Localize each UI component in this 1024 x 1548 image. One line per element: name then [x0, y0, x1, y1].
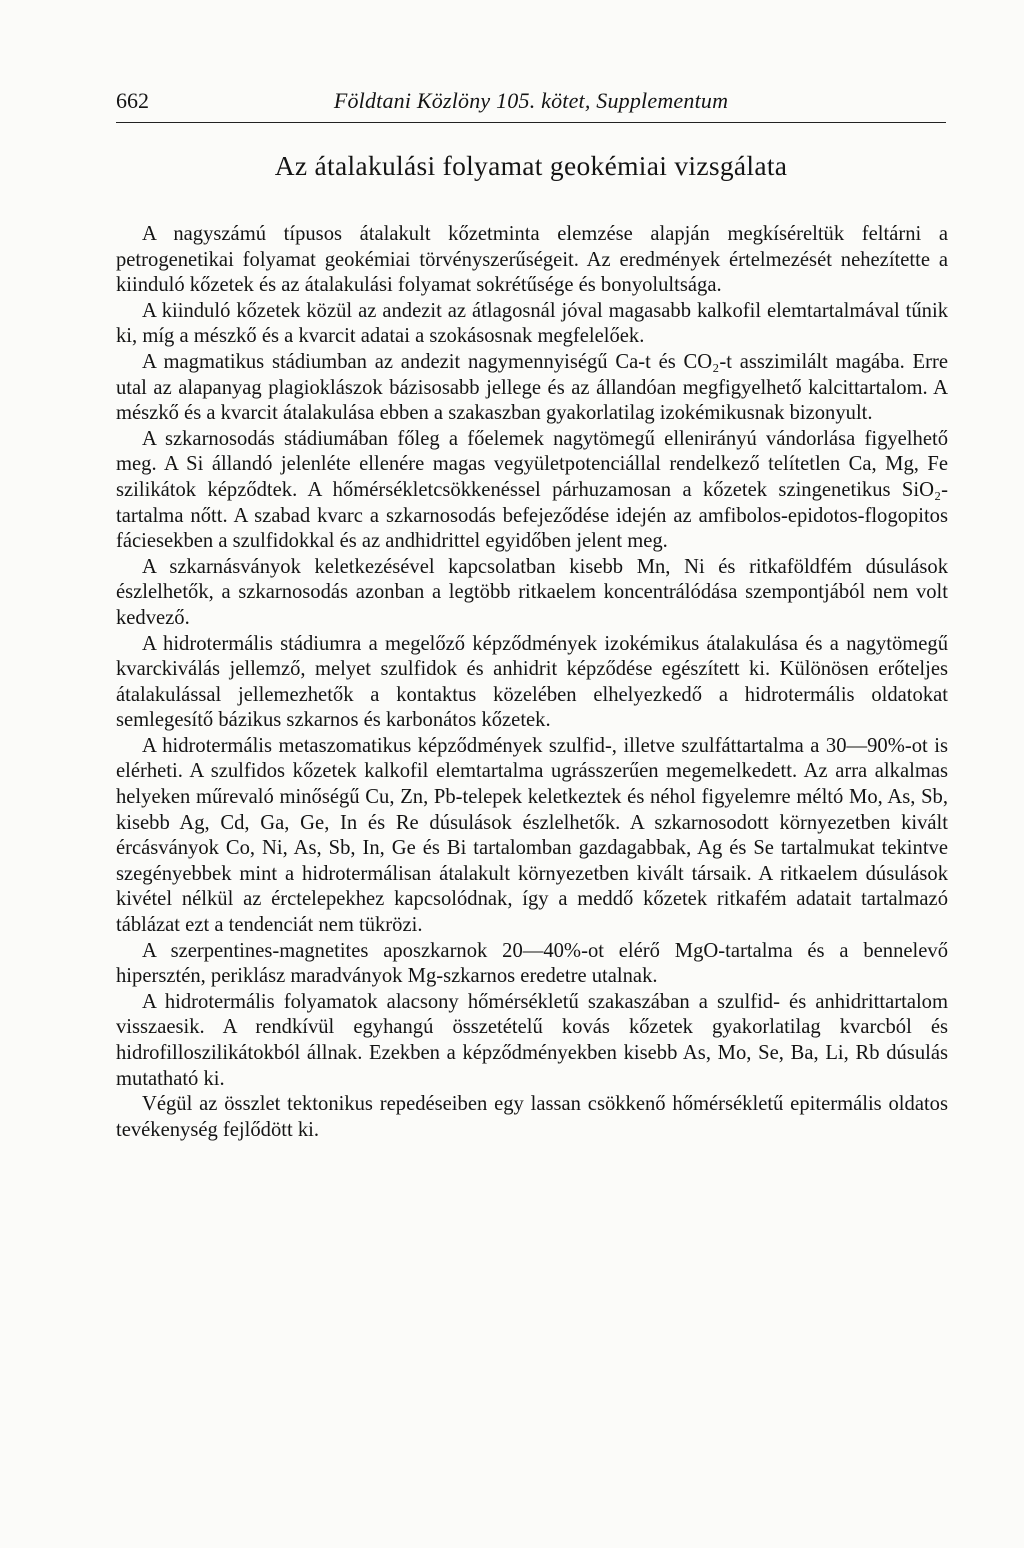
paragraph-3: A magmatikus stádiumban az andezit nagymennyiségű Ca-t és CO₂-t asszimilált magába. Erre utal az alapanyag plagioklászok bázisosabb jellege és az állandóan megfigyelhető kalcittartalom. A mészkő és a kvarcit átalakulása ebben a szakaszban gyakorlatilag izokémikusnak bizonyult.: [116, 350, 948, 425]
body-text: [116, 222, 948, 1143]
paragraph-7: A hidrotermális metaszomatikus képződmények szulfid-, illetve szulfáttartalma a 30—90%-ot is elérheti. A szulfidos kőzetek kalkofil elemtartalma ugrásszerűen megemelkedett. Az arra alkalmas helyeken műrevaló minőségű Cu, Zn, Pb-telepek keletkeztek és néhol figyelemre méltó Mo, As, Sb, kisebb Ag, Cd, Ga, Ge, In és Re dúsulások észlelhetők. A szkarnosodott környezetben kivált ércásványok Co, Ni, As, Sb, In, Ge és Bi tartalomban gazdagabbak, Ag és Se tartalmukat tekintve szegényebbek mint a hidrotermálisan átalakult környezetben kivált társaik. A ritkaelem dúsulások kivétel nélkül az érctelepekhez kapcsolódnak, így a meddő kőzetek ritkafém adatait tartalmazó táblázat ezt a tendenciát nem tükrözi.: [116, 734, 948, 937]
page-number: 662: [116, 88, 149, 113]
paragraph-10: Végül az összlet tektonikus repedéseiben egy lassan csökkenő hőmérsékletű epitermális oldatos tevékenység fejlődött ki.: [116, 1093, 948, 1141]
paragraph-5: A szkarnásványok keletkezésével kapcsolatban kisebb Mn, Ni és ritkaföldfém dúsulások észlelhetők, a szkarnosodás azonban a legtöbb ritkaelem koncentrálódása szempontjából nem volt kedvező.: [116, 555, 948, 629]
paragraph-8: A szerpentines-magnetites aposzkarnok 20—40%-ot elérő MgO-tartalma és a bennelevő hipersztén, periklász maradványok Mg-szkarnos eredetre utalnak.: [116, 939, 948, 988]
running-head: Földtani Közlöny 105. kötet, Supplementum: [333, 88, 729, 113]
paragraph-4: A szkarnosodás stádiumában főleg a főelemek nagytömegű ellenirányú vándorlása figyelhető meg. A Si állandó jelenléte ellenére magas vegyületpotenciállal rendelkező telítetlen Ca, Mg, Fe szilikátok képződtek. A hőmérsékletcsökkenéssel párhuzamosan a kőzetek szingenetikus SiO₂-tartalma nőtt. A szabad kvarc a szkarnosodás befejeződése idején az amfibolos-epidotos-flogopitos fáciesekben a szulfidokkal és az andhidrittel egyidőben jelent meg.: [116, 427, 948, 553]
paragraph-9: A hidrotermális folyamatok alacsony hőmérsékletű szakaszában a szulfid- és anhidrittartalom visszaesik. A rendkívül egyhangú összetételű kovás kőzetek gyakorlatilag kvarcból és hidrofilloszilikátokból állnak. Ezekben a képződményekben kisebb As, Mo, Se, Ba, Li, Rb dúsulás mutatható ki.: [116, 990, 948, 1090]
paragraph-6: A hidrotermális stádiumra a megelőző képződmények izokémikus átalakulása és a nagytömegű kvarckiválás jellemző, melyet szulfidok és anhidrit képződése egészített ki. Különösen erőteljes átalakulással jellemezhetők a kontaktus közelében elhelyezkedő a hidrotermális oldatokat semlegesítő bázikus szkarnos és karbonátos kőzetek.: [116, 632, 948, 732]
section-title: Az átalakulási folyamat geokémiai vizsgálata: [274, 150, 788, 181]
paragraph-2: A kiinduló kőzetek közül az andezit az átlagosnál jóval magasabb kalkofil elemtartalmával tűnik ki, míg a mészkő és a kvarcit adatai a szokásosnak megfelelőek.: [116, 299, 948, 348]
page-header: [116, 88, 946, 123]
paragraph-1: A nagyszámú típusos átalakult kőzetminta elemzése alapján megkíséreltük feltárni a petrogenetikai folyamat geokémiai törvényszerűségeit. Az eredmények értelmezését nehezítette a kiinduló kőzetek és az átalakulási folyamat sokrétűsége és bonyolultsága.: [116, 223, 948, 297]
